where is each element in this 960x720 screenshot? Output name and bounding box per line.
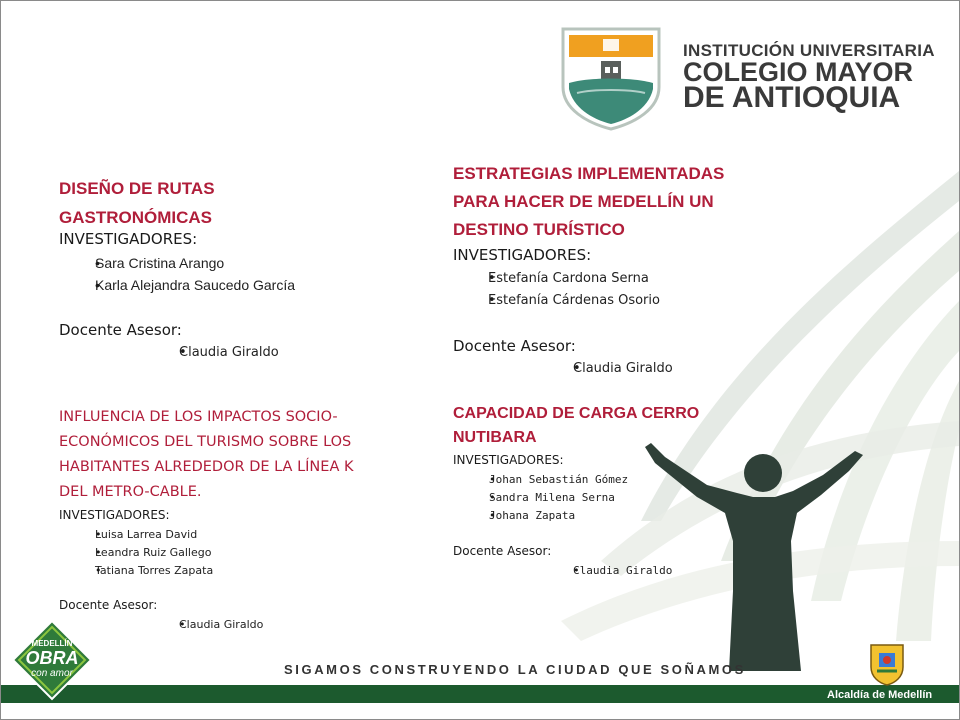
institution-shield-logo	[559, 23, 663, 131]
badge-line2: OBRA	[25, 648, 79, 668]
list-item: • Estefanía Cardona Serna	[453, 268, 660, 290]
project4-title-line2: NUTIBARA	[453, 429, 537, 446]
project1-investigators	[59, 252, 295, 296]
list-item: • Leandra Ruiz Gallego	[59, 544, 213, 562]
project1-advisor-label: Docente Asesor:	[59, 321, 182, 339]
list-item: • Claudia Giraldo	[555, 564, 672, 577]
project2-title	[59, 405, 353, 505]
footer-base	[1, 703, 959, 719]
list-item: • Claudia Giraldo	[555, 361, 673, 376]
project3-title-line3: DESTINO TURÍSTICO	[453, 220, 625, 239]
project4-title-line1: CAPACIDAD DE CARGA CERRO	[453, 405, 700, 422]
project2-advisor	[161, 618, 263, 631]
list-item: • Johana Zapata	[453, 507, 628, 525]
project3-title-line1: ESTRATEGIAS IMPLEMENTADAS	[453, 164, 725, 183]
logo-line1: INSTITUCIÓN UNIVERSITARIA	[683, 41, 935, 60]
project4-title	[453, 402, 699, 450]
project2-title-line1: INFLUENCIA DE LOS IMPACTOS SOCIO-	[59, 409, 338, 425]
project1-title	[59, 174, 215, 232]
person-silhouette	[641, 441, 871, 671]
list-item: • Sandra Milena Serna	[453, 489, 628, 507]
project3-advisor-label: Docente Asesor:	[453, 337, 576, 355]
project1-investigators-label: INVESTIGADORES:	[59, 230, 198, 248]
project3-advisor	[555, 361, 673, 376]
list-item: • Sara Cristina Arango	[59, 252, 295, 274]
project4-advisor	[555, 564, 672, 577]
project3-investigators-label: INVESTIGADORES:	[453, 246, 592, 264]
project4-investigators	[453, 471, 628, 525]
badge-line3: con amor	[31, 668, 73, 679]
project4-advisor-label: Docente Asesor:	[453, 544, 552, 558]
project2-advisor-label: Docente Asesor:	[59, 598, 158, 612]
medellin-badge	[11, 619, 93, 701]
logo-line3: DE ANTIOQUIA	[683, 81, 901, 114]
project3-title	[453, 160, 724, 244]
project1-title-line2: GASTRONÓMICAS	[59, 208, 212, 227]
project2-investigators-label: INVESTIGADORES:	[59, 508, 170, 522]
project3-title-line2: PARA HACER DE MEDELLÍN UN	[453, 192, 714, 211]
list-item: • Karla Alejandra Saucedo García	[59, 274, 295, 296]
list-item: • Tatiana Torres Zapata	[59, 562, 213, 580]
list-item: • Claudia Giraldo	[161, 618, 263, 631]
project2-title-line4: DEL METRO-CABLE.	[59, 484, 202, 500]
project3-investigators	[453, 268, 660, 312]
badge-line1: MEDELLÍN	[31, 639, 73, 648]
list-item: • Johan Sebastián Gómez	[453, 471, 628, 489]
city-coat-of-arms-icon	[867, 641, 907, 687]
project2-title-line2: ECONÓMICOS DEL TURISMO SOBRE LOS	[59, 434, 352, 450]
footer-city-name: Alcaldía de Medellín	[827, 689, 933, 701]
project4-investigators-label: INVESTIGADORES:	[453, 453, 564, 467]
project1-advisor	[161, 345, 279, 360]
logo-line2: COLEGIO MAYOR	[683, 57, 914, 87]
footer-slogan: SIGAMOS CONSTRUYENDO LA CIUDAD QUE SOÑAMOS	[284, 662, 746, 677]
list-item: • Estefanía Cárdenas Osorio	[453, 290, 660, 312]
project1-title-line1: DISEÑO DE RUTAS	[59, 179, 215, 198]
project2-investigators	[59, 526, 213, 580]
footer-band	[1, 685, 959, 703]
list-item: • Claudia Giraldo	[161, 345, 279, 360]
list-item: • Luisa Larrea David	[59, 526, 213, 544]
project2-title-line3: HABITANTES ALREDEDOR DE LA LÍNEA K	[59, 459, 354, 475]
